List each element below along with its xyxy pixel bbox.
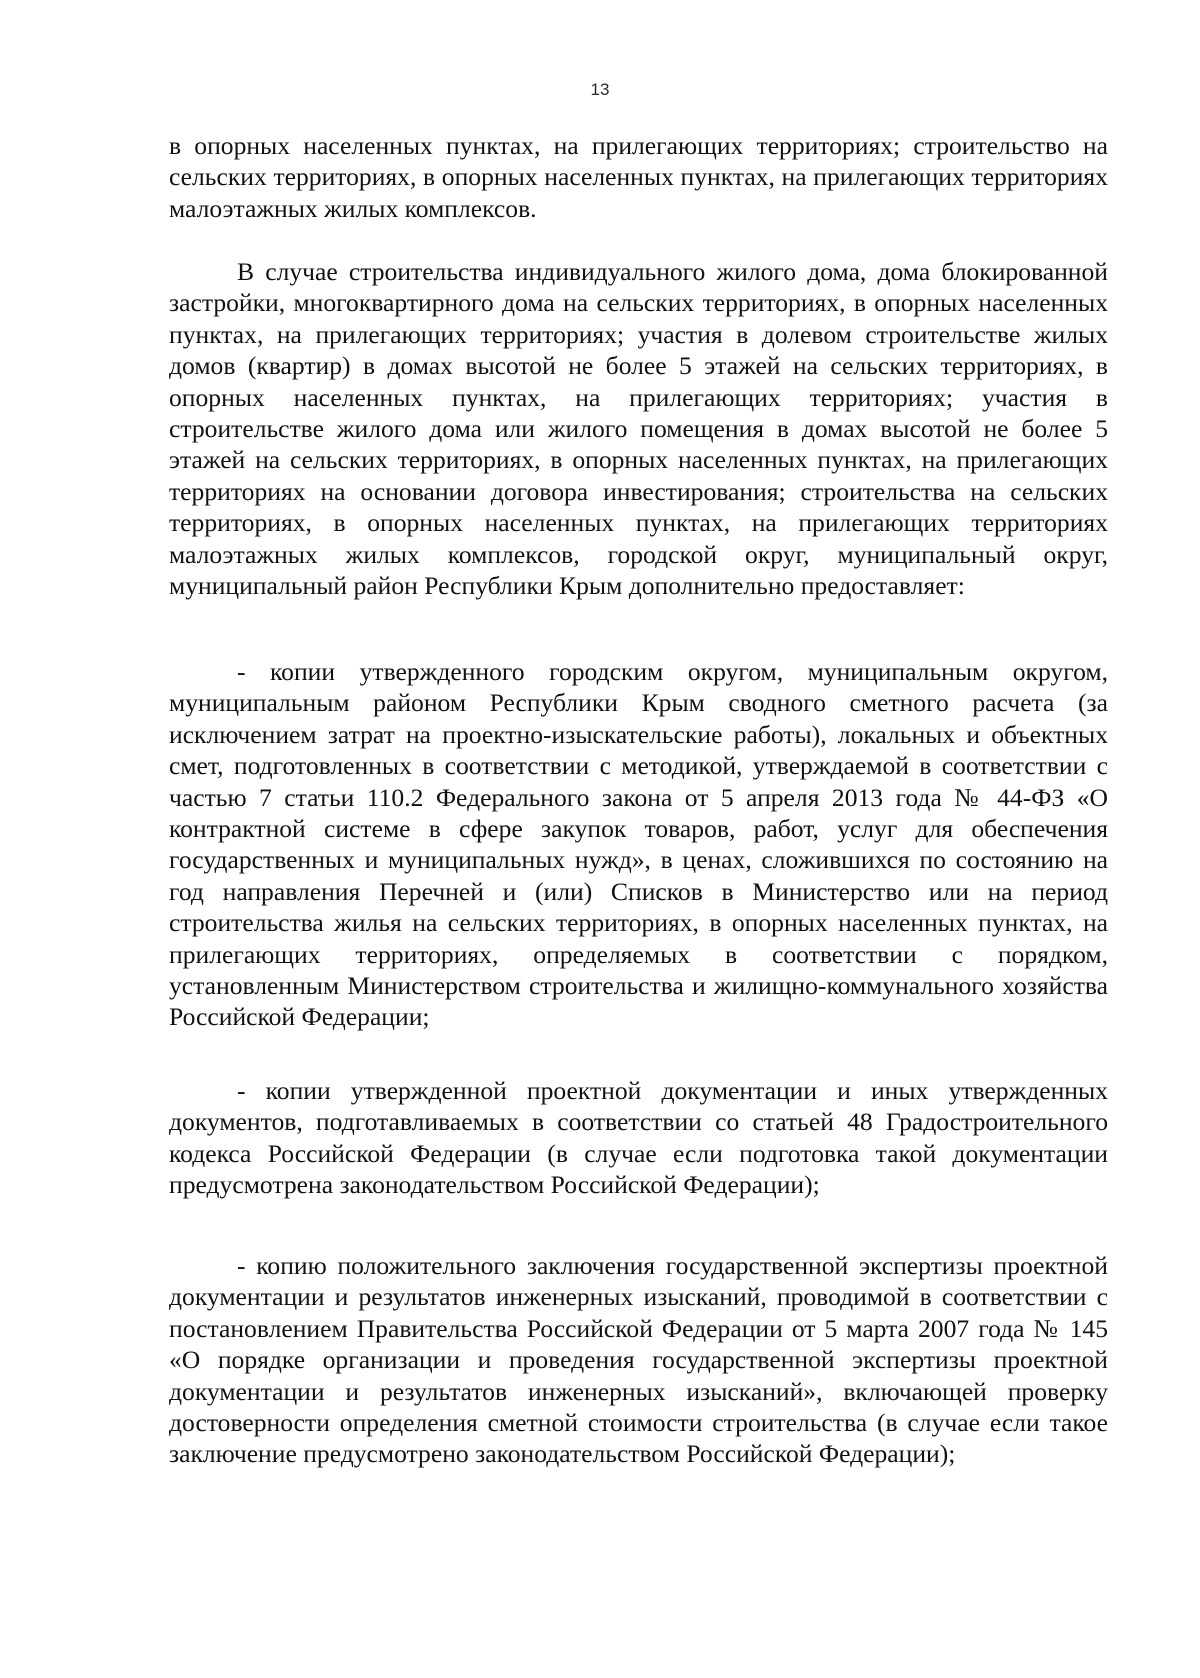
list-item-estimates: [169, 656, 1108, 1033]
list-item-text: - копии утвержденной проектной документации и иных утвержденных документов, подготавливаемых в соответствии со статьей 48 Градостроительного кодекса Российской Федерации (в случае если подготовка такой документации предусмотрена законодательством Российской Федерации);: [169, 1076, 1108, 1200]
paragraph-text: В случае строительства индивидуального жилого дома, дома блокированной застройки, многоквартирного дома на сельских территориях, в опорных населенных пунктах, на прилегающих территориях; участия в долевом строительстве жилых домов (квартир) в домах высотой не более 5 этажей на сельских территориях, в опорных населенных пунктах, на прилегающих территориях; участия в строительстве жилого дома или жилого помещения в домах высотой не более 5 этажей на сельских территориях, в опорных населенных пунктах, на прилегающих территориях на основании договора инвестирования; строительства на сельских территориях, в опорных населенных пунктах, на прилегающих территориях малоэтажных жилых комплексов, городской округ, муниципальный округ, муниципальный район Республики Крым дополнительно предоставляет:: [169, 257, 1108, 601]
list-item-text: - копию положительного заключения государственной экспертизы проектной документации и результатов инженерных изысканий, проводимой в соответствии с постановлением Правительства Российской Федерации от 5 марта 2007 года № 145 «О порядке организации и проведения государственной экспертизы проектной документации и результатов инженерных изысканий», включающей проверку достоверности определения сметной стоимости строительства (в случае если такое заключение предусмотрено законодательством Российской Федерации);: [169, 1251, 1108, 1469]
paragraph-text: в опорных населенных пунктах, на прилегающих территориях; строительство на сельских территориях, в опорных населенных пунктах, на прилегающих территориях малоэтажных жилых комплексов.: [169, 131, 1108, 223]
list-item-expertise-conclusion: [169, 1250, 1108, 1470]
paragraph-continuation: [169, 130, 1108, 224]
list-item-text: - копии утвержденного городским округом, муниципальным округом, муниципальным районом Республики Крым сводного сметного расчета (за исключением затрат на проектно-изыскательские работы), локальных и объектных смет, подготовленных в соответствии с методикой, утверждаемой в соответствии с частью 7 статьи 110.2 Федерального закона от 5 апреля 2013 года № 44-ФЗ «О контрактной системе в сфере закупок товаров, работ, услуг для обеспечения государственных и муниципальных нужд», в ценах, сложившихся по состоянию на год направления Перечней и (или) Списков в Министерство или на период строительства жилья на сельских территориях, в опорных населенных пунктах, на прилегающих территориях, определяемых в соответствии с порядком, установленным Министерством строительства и жилищно-коммунального хозяйства Российской Федерации;: [169, 657, 1108, 1032]
paragraph-conditions: [169, 256, 1108, 601]
list-item-project-documentation: [169, 1075, 1108, 1201]
page-number: 13: [590, 80, 610, 99]
